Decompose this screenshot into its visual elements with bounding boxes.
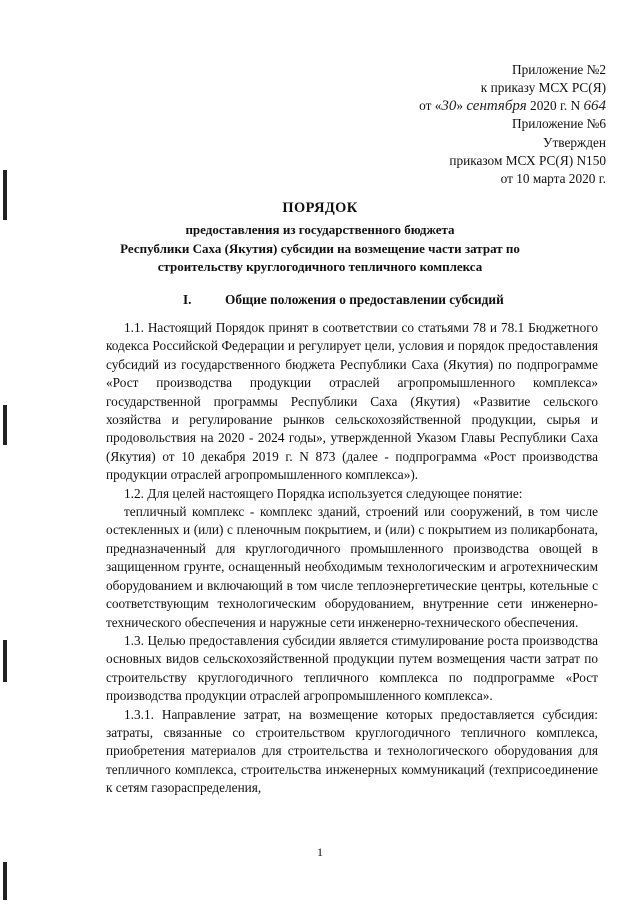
header-order-ref: к приказу МСХ РС(Я) [480, 80, 606, 95]
scan-edge-mark [3, 405, 7, 445]
paragraph-1-1: 1.1. Настоящий Порядок принят в соответствии со статьями 78 и 78.1 Бюджетного кодекса Российской Федерации и регулирует цели, условия и порядок предоставления субсидий из государственного бюджета Республики Саха (Якутия) по подпрограмме «Рост производства продукции отраслей агропромышленного комплекса» государственной программы Республики Саха (Якутия) «Развитие сельского хозяйства и регулирование рынков сельскохозяйственной продукции, сырья и продовольствия на 2020 - 2024 годы», утвержденной Указом Главы Республики Саха (Якутия) от 10 декабря 2019 г. N 873 (далее - подпрограмма «Рост производства продукции отраслей агропромышленного комплекса»). [106, 320, 598, 483]
document-title: ПОРЯДОК [282, 200, 358, 216]
handwritten-number: 664 [583, 98, 606, 114]
section-number: I. [183, 292, 192, 307]
header-appendix-6: Приложение №6 [511, 116, 606, 131]
document-subtitle-line-2: Республики Саха (Якутия) субсидии на возмещение части затрат по [120, 241, 520, 256]
scan-edge-mark [3, 640, 7, 682]
paragraph-1-2: 1.2. Для целей настоящего Порядка используется следующее понятие: [124, 485, 523, 501]
header-order-date: от «30» сентября 2020 г. N 664 [419, 98, 606, 114]
handwritten-month: сентября [466, 98, 527, 114]
header-appendix-2: Приложение №2 [511, 62, 606, 77]
section-heading [183, 292, 504, 308]
document-body [106, 319, 598, 798]
header-approved-by-order: приказом МСХ РС(Я) N150 [449, 153, 606, 168]
section-title: Общие положения о предоставлении субсидий [225, 292, 504, 307]
handwritten-day: 30 [441, 98, 457, 114]
paragraph-1-3: 1.3. Целью предоставления субсидии является стимулирование роста производства основных видов сельскохозяйственной продукции путем возмещения части затрат по строительству круглогодичного тепличного комплекса по подпрограмме «Рост производства продукции отраслей агропромышленного комплекса». [106, 632, 598, 704]
header-approved: Утвержден [543, 135, 606, 150]
paragraph-definition: тепличный комплекс - комплекс зданий, строений или сооружений, в том числе остекленных и (или) с пленочным покрытием, и (или) с покрытием из поликарбоната, предназначенный для круглогодичного промышленного производства овощей в защищенном грунте, оснащенный необходимым технологическим и агротехническим оборудованием и включающий в том числе теплоэнергетические центры, котельные с соответствующим технологическим оборудованием, внутренние сети инженерно-технического обеспечения и наружные сети инженерно-технического обеспечения. [106, 504, 598, 630]
paragraph-1-3-1: 1.3.1. Направление затрат, на возмещение которых предоставляется субсидия: затраты, связанные со строительством круглогодичного тепличного комплекса, приобретения материалов для строительства и технологического оборудования для тепличного комплекса, строительства инженерных коммуникаций (техприсоединение к сетям газораспределения, [106, 706, 598, 796]
scan-edge-mark [3, 862, 7, 900]
document-subtitle-line-1: предоставления из государственного бюджета [185, 222, 455, 237]
document-subtitle-line-3: строительству круглогодичного тепличного комплекса [157, 259, 483, 274]
page-number: 1 [317, 845, 323, 859]
header-approved-date: от 10 марта 2020 г. [500, 171, 606, 186]
